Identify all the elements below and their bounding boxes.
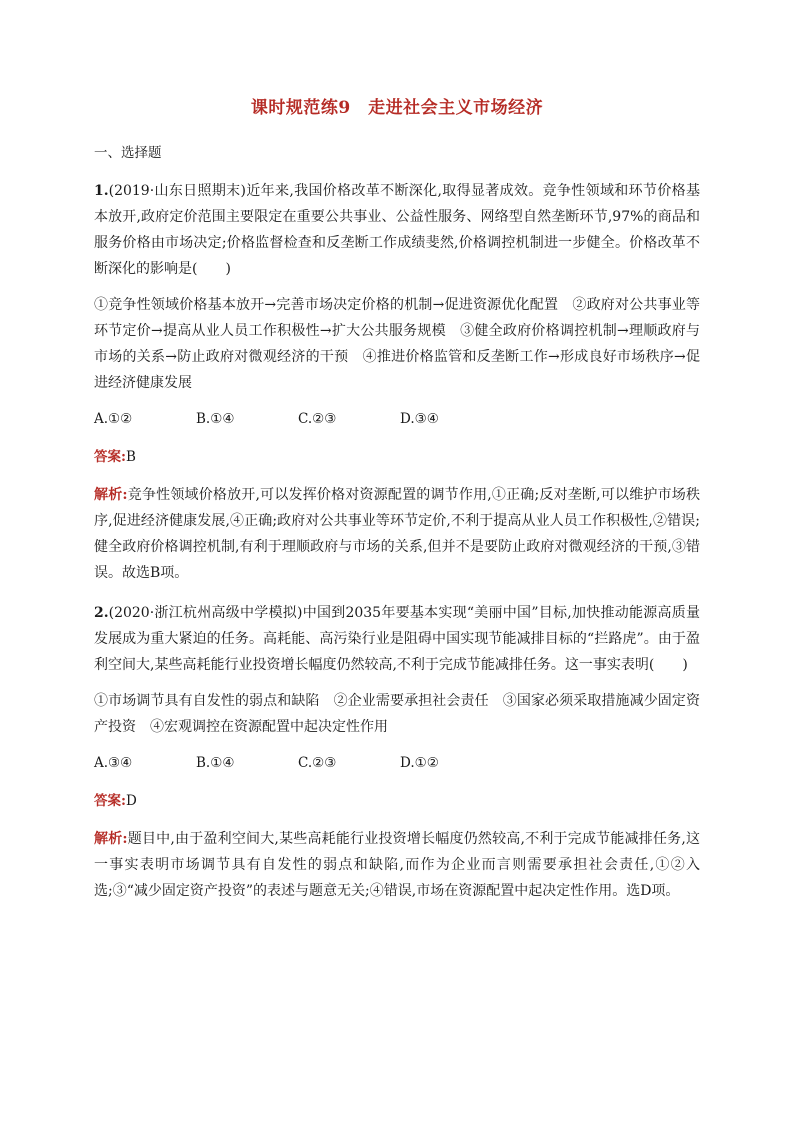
choice-c: C.②③ xyxy=(298,755,337,771)
answer-value: B xyxy=(125,449,136,465)
answer-label: 答案: xyxy=(94,449,126,465)
question-2 xyxy=(94,600,700,904)
question-stem xyxy=(94,600,700,678)
answer-line xyxy=(94,790,700,812)
question-stem xyxy=(94,178,700,282)
answer-line xyxy=(94,446,700,468)
question-1 xyxy=(94,178,700,586)
choice-list xyxy=(94,752,700,774)
explanation-text: 竞争性领域价格放开,可以发挥价格对资源配置的调节作用,①正确;反对垄断,可以维护市场秩序,促进经济健康发展,④正确;政府对公共事业等环节定价,不利于提高从业人员工作积极性,②错误;健全政府价格调控机制,有利于理顺政府与市场的关系,但并不是要防止政府对微观经济的干预,③错误。故选B项。 xyxy=(94,487,700,581)
choice-b: B.①④ xyxy=(196,755,235,771)
question-statements: ①市场调节具有自发性的弱点和缺陷 ②企业需要承担社会责任 ③国家必须采取措施减少固定资产投资 ④宏观调控在资源配置中起决定性作用 xyxy=(94,693,700,735)
page-title: 课时规范练9 走进社会主义市场经济 xyxy=(250,98,544,118)
explanation xyxy=(94,826,700,904)
explanation xyxy=(94,482,700,586)
choice-d: D.①② xyxy=(400,755,439,771)
question-text: (2020·浙江杭州高级中学模拟)中国到2035年要基本实现“美丽中国”目标,加快推动能源高质量发展成为重大紧迫的任务。高耗能、高污染行业是阻碍中国实现节能减排目标的“拦路虎”。由于盈利空间大,某些高耗能行业投资增长幅度仍然较高,不利于完成节能减排任务。这一事实表明( ) xyxy=(94,605,700,673)
question-text: (2019·山东日照期末)近年来,我国价格改革不断深化,取得显著成效。竞争性领域和环节价格基本放开,政府定价范围主要限定在重要公共事业、公益性服务、网络型自然垄断环节,97%的商品和服务价格由市场决定;价格监督检查和反垄断工作成绩斐然,价格调控机制进一步健全。价格改革不断深化的影响是( ) xyxy=(94,183,700,277)
explanation-text: 题目中,由于盈利空间大,某些高耗能行业投资增长幅度仍然较高,不利于完成节能减排任务,这一事实表明市场调节具有自发性的弱点和缺陷,而作为企业而言则需要承担社会责任,①②入选;③“减少固定资产投资”的表述与题意无关;④错误,市场在资源配置中起决定性作用。选D项。 xyxy=(94,831,700,899)
choice-list xyxy=(94,408,700,430)
question-number: 2. xyxy=(94,605,109,621)
choice-d: D.③④ xyxy=(400,411,439,427)
choice-b: B.①④ xyxy=(196,411,235,427)
question-statements: ①竞争性领域价格基本放开→完善市场决定价格的机制→促进资源优化配置 ②政府对公共事业等环节定价→提高从业人员工作积极性→扩大公共服务规模 ③健全政府价格调控机制→理顺政府与市场的关系→防止政府对微观经济的干预 ④推进价格监管和反垄断工作→形成良好市场秩序→促进经济健康发展 xyxy=(94,297,700,391)
explanation-label: 解析: xyxy=(94,487,128,503)
choice-a: A.①② xyxy=(94,411,133,427)
choice-c: C.②③ xyxy=(298,411,337,427)
choice-a: A.③④ xyxy=(94,755,133,771)
answer-value: D xyxy=(125,793,137,809)
section-heading: 一、选择题 xyxy=(94,145,162,161)
answer-label: 答案: xyxy=(94,793,126,809)
question-number: 1. xyxy=(94,183,109,199)
explanation-label: 解析: xyxy=(94,831,128,847)
document-page xyxy=(94,96,700,918)
